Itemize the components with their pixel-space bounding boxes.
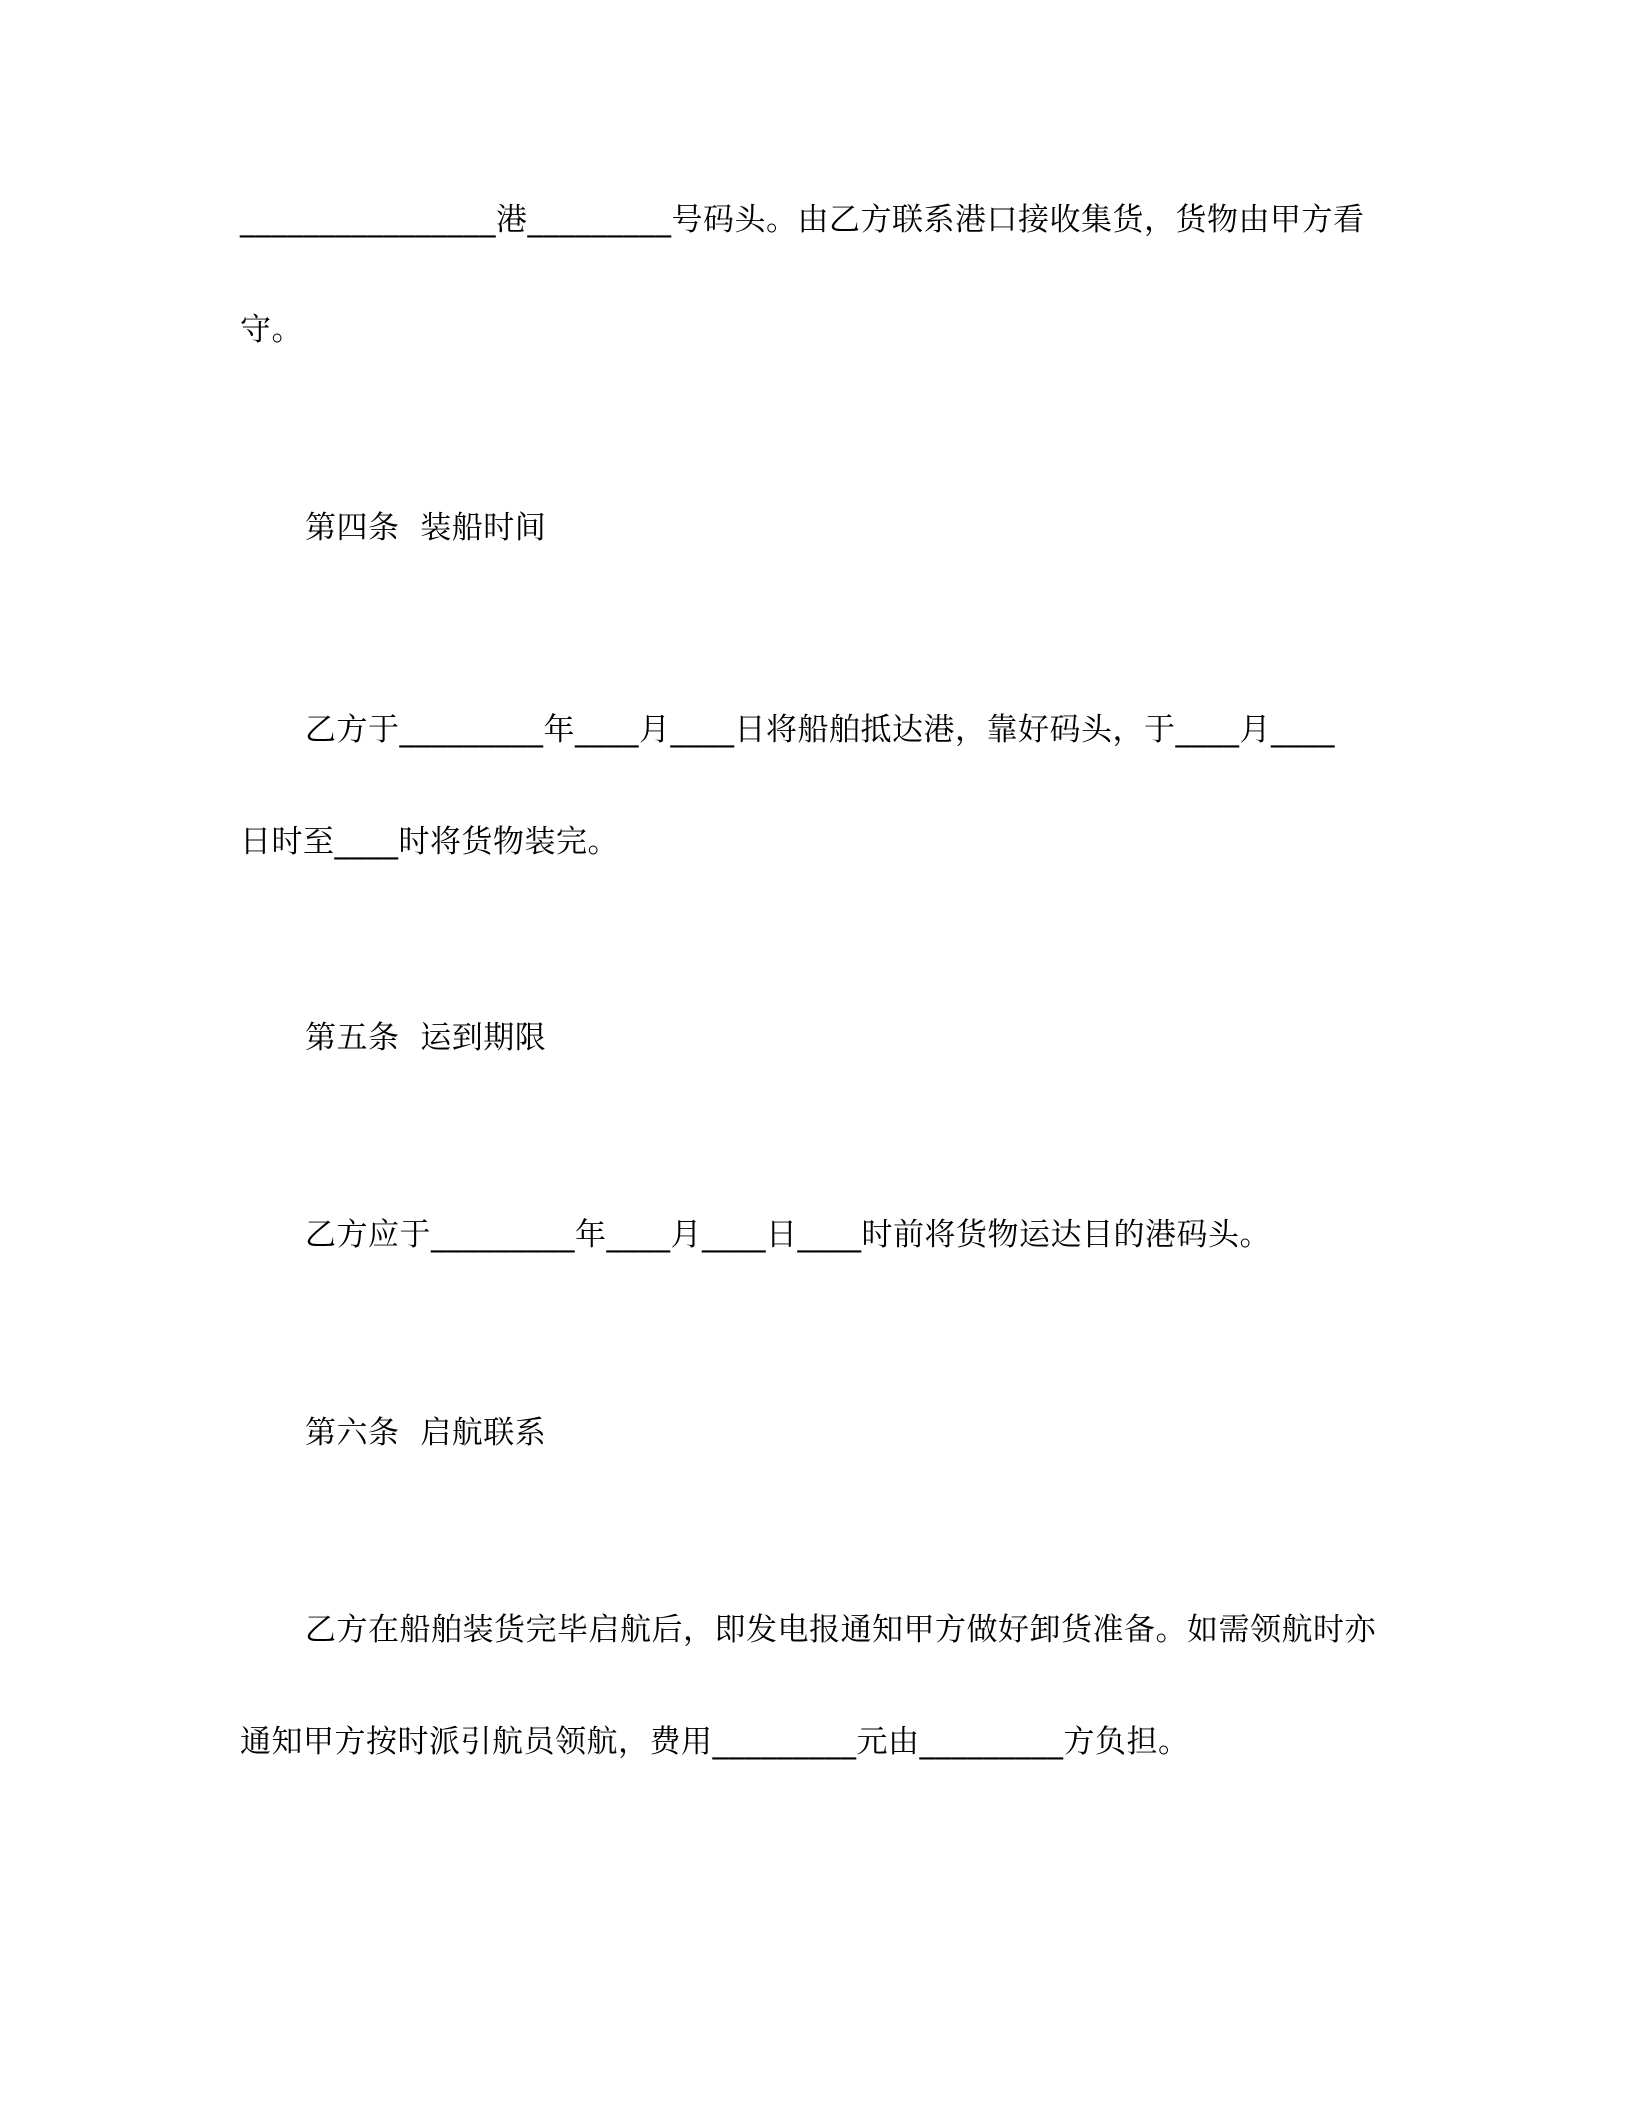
paragraph-line: 乙方于_________年____月____日将船舶抵达港，靠好码头，于____月____ [305, 712, 1335, 748]
paragraph-line: 通知甲方按时派引航员领航，费用_________元由_________方负担。 [240, 1724, 1190, 1760]
article-6-heading: 第六条 启航联系 [305, 1415, 547, 1451]
paragraph-line: 日时至____时将货物装完。 [240, 824, 619, 860]
paragraph-line: 乙方应于_________年____月____日____时前将货物运达目的港码头。 [305, 1217, 1271, 1253]
paragraph-line: 守。 [240, 312, 303, 348]
article-5-heading: 第五条 运到期限 [305, 1020, 547, 1056]
paragraph-line: 乙方在船舶装货完毕启航后，即发电报通知甲方做好卸货准备。如需领航时亦 [305, 1612, 1376, 1648]
paragraph-line: ________________港_________号码头。由乙方联系港口接收集货，货物由甲方看 [240, 202, 1365, 238]
article-4-heading: 第四条 装船时间 [305, 510, 547, 546]
